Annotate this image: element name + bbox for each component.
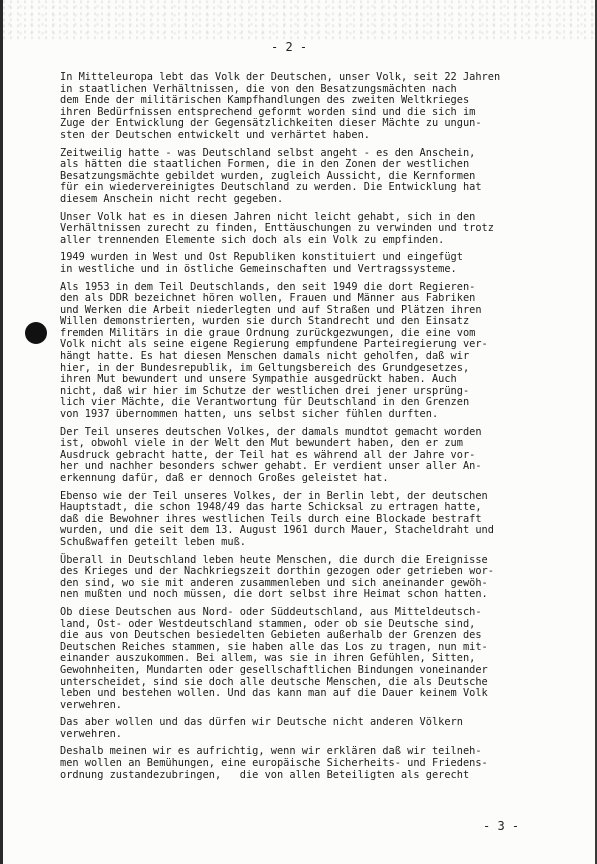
paragraph (60, 72, 560, 142)
text-line: dem Ende der militärischen Kampfhandlungen des zweiten Weltkrieges (60, 94, 470, 107)
text-line: Zeitweilig hatte - was Deutschland selbst angeht - es den Anschein, (60, 146, 476, 159)
paragraph (60, 427, 560, 485)
text-line: men wollen an Bemühungen, eine europäische Sicherheits- und Friedens- (60, 757, 488, 770)
paragraph (60, 607, 560, 711)
text-line: daß die Bewohner ihres westlichen Teils durch eine Blockade bestraft (60, 512, 482, 525)
text-line: für ein wiedervereinigtes Deutschland zu werden. Die Entwicklung hat (60, 181, 482, 194)
text-line: Volk nicht als seine eigene Regierung empfundene Parteiregierung ver- (60, 338, 488, 351)
text-line: Ebenso wie der Teil unseres Volkes, der in Berlin lebt, der deutschen (60, 489, 488, 502)
text-line: land, Ost- oder Westdeutschland stammen, oder ob sie Deutsche sind, (60, 617, 476, 630)
text-line: und Werken die Arbeit niederlegten und auf Straßen und Plätzen ihren (60, 303, 482, 316)
text-line: die aus von Deutschen besiedelten Gebieten außerhalb der Grenzen des (60, 629, 482, 642)
text-line: den sind, wo sie mit anderen zusammenleben und sich aneinander gewöh- (60, 576, 488, 589)
text-line: verwehren. (60, 698, 122, 711)
text-line: Hauptstadt, die schon 1948/49 das harte Schicksal zu ertragen hatte, (60, 501, 482, 514)
text-line: Der Teil unseres deutschen Volkes, der damals mundtot gemacht worden (60, 425, 482, 438)
text-line: Deshalb meinen wir es aufrichtig, wenn wir erklären daß wir teilneh- (60, 745, 482, 758)
paragraph (60, 717, 560, 740)
text-line: von 1937 übernommen hatten, uns selbst sicher fühlen durften. (60, 408, 439, 421)
text-line: hängt hatte. Es hat diesen Menschen damals nicht geholfen, daß wir (60, 350, 470, 363)
text-line: sten der Deutschen entwickelt und verhärtet haben. (60, 128, 370, 141)
text-line: nen mußten und noch müssen, die dort selbst ihre Heimat schon hatten. (60, 588, 488, 601)
scan-noise (3, 0, 597, 40)
page-number-top: - 2 - (271, 40, 308, 54)
text-line: leben und bestehen wollen. Und das kann man auf die Dauer keinem Volk (60, 687, 488, 700)
text-line: nicht, daß wir hier im Schutze der westlichen drei jener ursprüng- (60, 384, 470, 397)
text-line: Willen demonstrierten, wurden sie durch Standrecht und den Einsatz (60, 315, 470, 328)
text-line: in westliche und in östliche Gemeinschaften und Vertragssysteme. (60, 262, 457, 275)
text-line: ihren Bedürfnissen entsprechend geformt worden sind und die sich im (60, 105, 476, 118)
text-line: erkennung dafür, daß er dennoch Großes geleistet hat. (60, 472, 389, 484)
text-line: ihren Mut bewundert und unsere Sympathie ausgedrückt haben. Auch (60, 373, 457, 386)
paragraph (60, 282, 560, 421)
text-line: Deutschen Reiches stammen, sie haben alle das Los zu tragen, nun mit- (60, 640, 488, 653)
text-line: fremden Militärs in die graue Ordnung zurückgezwungen, die eine vom (60, 326, 476, 339)
text-line: Als 1953 in dem Teil Deutschlands, den seit 1949 die dort Regieren- (60, 280, 476, 293)
text-line: ist, obwohl viele in der Welt den Mut bewundert haben, den er zum (60, 437, 463, 450)
text-line: lich vier Mächte, die Verantwortung für Deutschland in den Grenzen (60, 396, 470, 409)
text-line: verwehren. (60, 727, 122, 740)
punch-hole (25, 322, 47, 344)
paragraph (60, 148, 560, 206)
text-line: diesem Anschein nicht recht gegeben. (60, 192, 284, 205)
paragraph (60, 252, 560, 275)
text-line: aller trennenden Elemente sich doch als ein Volk zu empfinden. (60, 233, 445, 246)
text-line: Zuge der Entwicklung der Gegensätzlichkeiten dieser Mächte zu ungun- (60, 117, 482, 130)
text-line: Überall in Deutschland leben heute Menschen, die durch die Ereignisse (60, 553, 488, 566)
text-line: als hätten die staatlichen Formen, die in den Zonen der westlichen (60, 158, 470, 171)
text-line: Das aber wollen und das dürfen wir Deutsche nicht anderen Völkern (60, 716, 463, 729)
text-line: des Krieges und der Nachkriegszeit dorthin gezogen oder getrieben wor- (60, 565, 494, 578)
text-line: Verhältnissen zurecht zu finden, Enttäuschungen zu verwinden und trotz (60, 222, 494, 235)
paragraph (60, 491, 560, 549)
text-line: Schußwaffen geteilt leben muß. (60, 535, 246, 548)
document-body (60, 72, 560, 787)
text-line: Unser Volk hat es in diesen Jahren nicht leicht gehabt, sich in den (60, 210, 476, 223)
text-line: Gewohnheiten, Mundarten oder gesellschaftlichen Bindungen voneinander (60, 663, 488, 676)
text-line: her und nachher besonders schwer gehabt. Er verdient unser aller An- (60, 460, 482, 473)
text-line: in staatlichen Verhältnissen, die von den Besatzungsmächten nach (60, 82, 457, 95)
text-line: den als DDR bezeichnet hören wollen, Frauen und Männer aus Fabriken (60, 292, 476, 305)
paragraph (60, 555, 560, 601)
text-line: einander auszukommen. Bei allem, was sie in ihren Gefühlen, Sitten, (60, 652, 476, 665)
text-line: wurden, und die seit dem 13. August 1961 durch Mauer, Stacheldraht und (60, 524, 494, 537)
text-line: unterscheidet, sind sie doch alle deutsche Menschen, die als Deutsche (60, 675, 488, 688)
text-line: Ausdruck gebracht hatte, der Teil hat es während all der Jahre vor- (60, 448, 476, 461)
text-line: ordnung zustandezubringen, die von allen Beteiligten als gerecht (60, 768, 470, 781)
paragraph (60, 746, 560, 781)
page-number-bottom: - 3 - (483, 819, 520, 833)
text-line: Besatzungsmächte gebildet wurden, zugleich Aussicht, die Kernformen (60, 169, 476, 182)
paragraph (60, 212, 560, 247)
text-line: 1949 wurden in West und Ost Republiken konstituiert und eingefügt (60, 251, 463, 264)
text-line: hier, in der Bundesrepublik, im Geltungsbereich des Grundgesetzes, (60, 361, 470, 374)
text-line: In Mitteleuropa lebt das Volk der Deutschen, unser Volk, seit 22 Jahren (60, 71, 501, 83)
text-line: Ob diese Deutschen aus Nord- oder Süddeutschland, aus Mitteldeutsch- (60, 605, 482, 618)
